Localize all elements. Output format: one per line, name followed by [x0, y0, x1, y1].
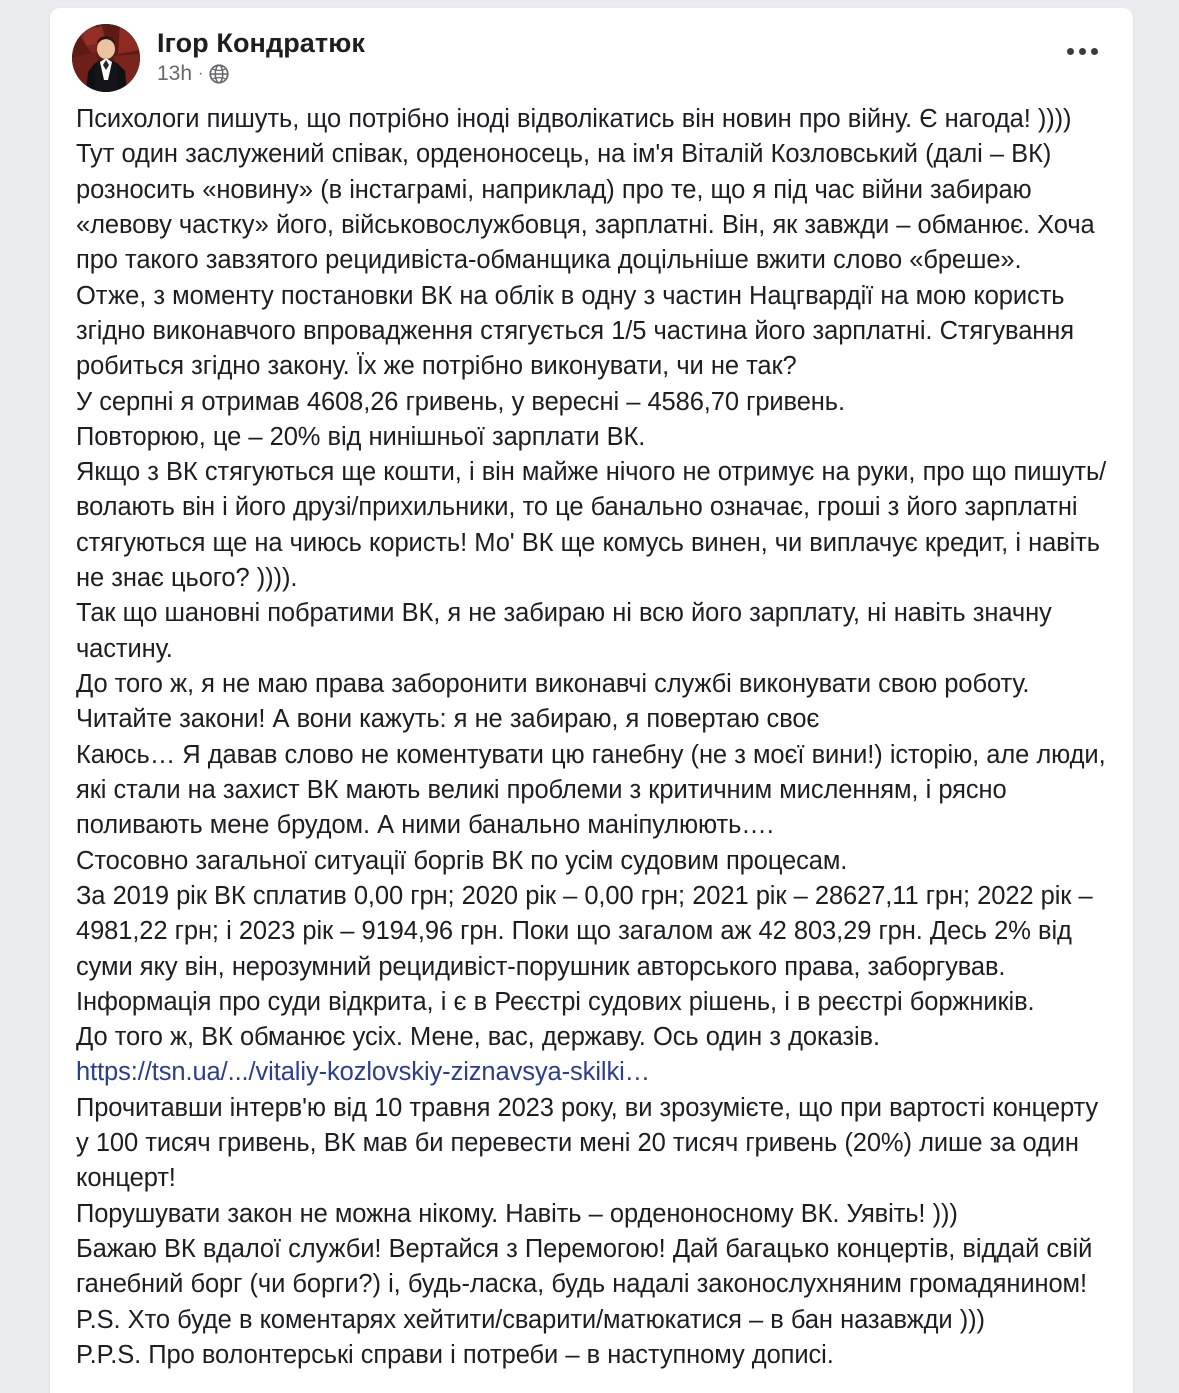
post-paragraph: P.S. Хто буде в коментарях хейтити/сварити/матюкатися – в бан назавжди )))	[76, 1305, 985, 1334]
post-paragraph: Порушувати закон не можна нікому. Навіть – орденоносному ВК. Уявіть! )))	[76, 1199, 958, 1228]
post-paragraph: Отже, з моменту постановки ВК на облік в одну з частин Нацгвардії на мою користь згідно виконавчого впровадження стягується 1/5 частина його зарплатні. Стягування робиться згідно закону. Їх же потрібно виконувати, чи не так?	[76, 281, 1074, 381]
post-paragraph: У серпні я отримав 4608,26 гривень, у вересні – 4586,70 гривень.	[76, 387, 845, 416]
post-paragraph: За 2019 рік ВК сплатив 0,00 грн; 2020 рік – 0,00 грн; 2021 рік – 28627,11 грн; 2022 рік – 4981,22 грн; і 2023 рік – 9194,96 грн. Поки що загалом аж 42 803,29 грн. Десь 2% від суми яку він, нерозумний рецидивіст-порушник авторського права, заборгував. Інформація про суди відкрита, і є в Реєстрі судових рішень, і в реєстрі боржників.	[76, 881, 1093, 1016]
dot	[1079, 48, 1086, 55]
facebook-post-card	[50, 8, 1133, 1393]
post-timestamp[interactable]: 13h	[157, 62, 193, 86]
post-paragraph: Стосовно загальної ситуації боргів ВК по усім судовим процесам.	[76, 846, 848, 875]
post-paragraph: До того ж, я не маю права заборонити виконавчі службі виконувати свою роботу. Читайте закони! А вони кажуть: я не забираю, я повертаю своє	[76, 670, 1030, 734]
globe-icon[interactable]	[209, 64, 229, 84]
post-paragraph: P.P.S. Про волонтерські справи і потреби – в наступному дописі.	[76, 1340, 834, 1369]
author-name[interactable]: Ігор Кондратюк	[157, 28, 365, 58]
post-paragraph: Якщо з ВК стягуються ще кошти, і він майже нічого не отримує на руки, про що пишуть/волають він і його друзі/прихильники, то це банально означає, гроші з його зарплатні стягуються ще на чиюсь користь! Мо' ВК ще комусь винен, чи виплачує кредит, і навіть не знає цього? )))).	[76, 458, 1107, 593]
post-header	[50, 8, 1133, 96]
post-paragraph: Повторюю, це – 20% від нинішньої зарплати ВК.	[76, 422, 646, 451]
post-paragraph: До того ж, ВК обманює усіх. Мене, вас, державу. Ось один з доказів.	[76, 1023, 880, 1052]
meta-separator: ·	[198, 64, 204, 82]
post-paragraph: Бажаю ВК вдалої служби! Вертайся з Перемогою! Дай багацько концертів, віддай свій ганебний борг (чи борги?) і, будь-ласка, будь надалі законослухняним громадянином!	[76, 1235, 1093, 1299]
dot	[1091, 48, 1098, 55]
post-paragraph: Тут один заслужений співак, орденоносець, на ім'я Віталій Козловський (далі – ВК) розносить «новину» (в інстаграмі, наприклад) про те, що я під час війни забираю «левову частку» його, військовослужбовця, зарплатні. Він, як завжди – обманює. Хоча про такого завзятого рецидивіста-обманщика доцільніше вжити слово «бреше».	[76, 140, 1095, 275]
external-link[interactable]: https://tsn.ua/.../vitaliy-kozlovskiy-ziznavsya-skilki…	[76, 1058, 651, 1087]
post-meta	[157, 61, 365, 86]
avatar[interactable]	[72, 24, 140, 92]
post-paragraph: Прочитавши інтерв'ю від 10 травня 2023 року, ви зрозумієте, що при вартості концерту у 100 тисяч гривень, ВК мав би перевести мені 20 тисяч гривень (20%) лише за один концерт!	[76, 1093, 1098, 1193]
post-paragraph: Психологи пишуть, що потрібно іноді відволікатись вiн новин про війну. Є нагода! ))))	[76, 105, 1072, 133]
post-paragraph: Так що шановні побратими ВК, я не забираю ні всю його зарплату, ні навіть значну частину.	[76, 599, 1052, 663]
ellipsis-horizontal-icon[interactable]	[1059, 34, 1105, 68]
dot	[1067, 48, 1074, 55]
post-body	[50, 96, 1133, 1393]
post-paragraph: Каюсь… Я давав слово не коментувати цю ганебну (не з моєї вини!) історію, але люди, які стали на захист ВК мають великі проблеми з критичним мисленням, і рясно поливають мене брудом. А ними банально маніпулюють….	[76, 740, 1106, 840]
post-author-block	[157, 24, 365, 86]
